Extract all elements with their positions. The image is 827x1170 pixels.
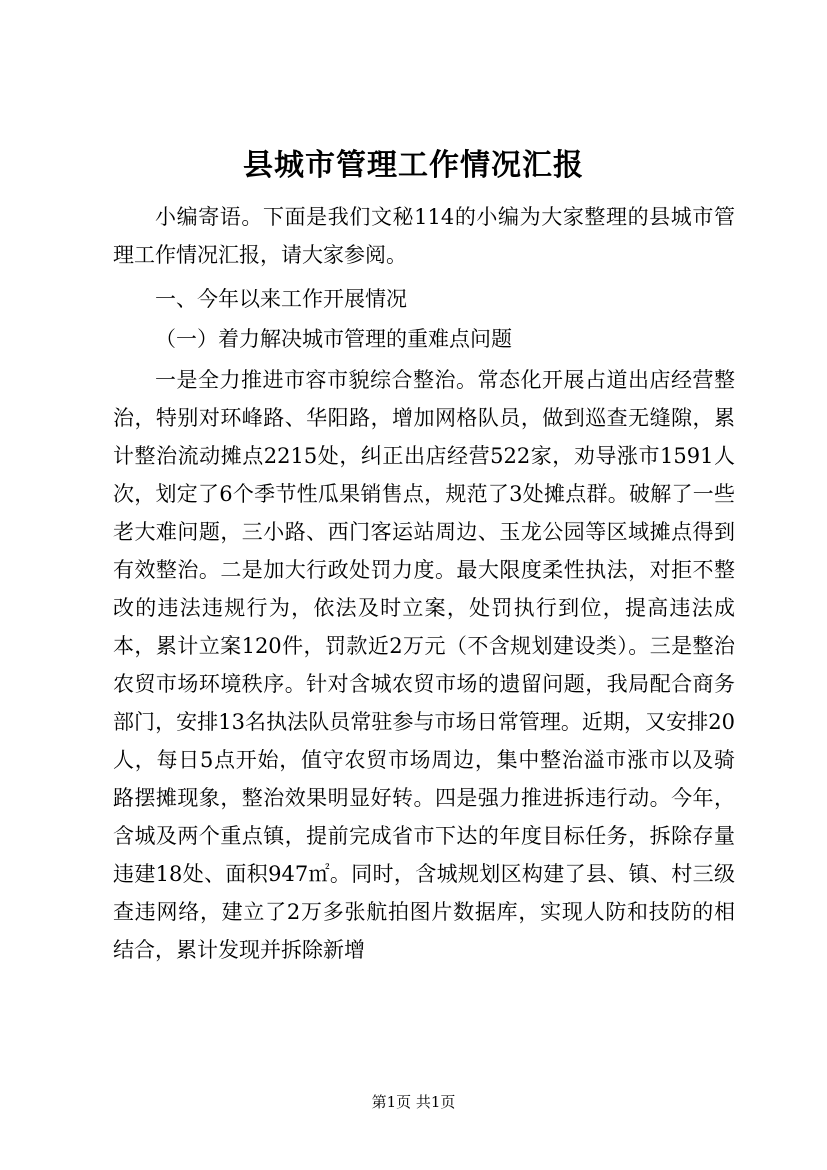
intro-paragraph: 小编寄语。下面是我们文秘114的小编为大家整理的县城市管理工作情况汇报，请大家参阅。 (113, 205, 735, 267)
section-heading: 一、今年以来工作开展情况 (155, 287, 407, 311)
subsection-heading: （一）着力解决城市管理的重难点问题 (155, 327, 512, 351)
document-title: 县城市管理工作情况汇报 (243, 148, 584, 183)
main-paragraph: 一是全力推进市容市貌综合整治。常态化开展占道出店经营整治，特别对环峰路、华阳路，增加网格队员，做到巡查无缝隙，累计整治流动摊点2215处，纠正出店经营522家，劝导涨市1591人次，划定了6个季节性瓜果销售点，规范了3处摊点群。破解了一些老大难问题，三小路、西门客运站周边、玉龙公园等区域摊点得到有效整治。二是加大行政处罚力度。最大限度柔性执法，对拒不整改的违法违规行为，依法及时立案，处罚执行到位，提高违法成本，累计立案120件，罚款近2万元（不含规划建设类）。三是整治农贸市场环境秩序。针对含城农贸市场的遗留问题，我局配合商务部门，安排13名执法队员常驻参与市场日常管理。近期，又安排20人，每日5点开始，值守农贸市场周边，集中整治溢市涨市以及骑路摆摊现象，整治效果明显好转。四是强力推进拆违行动。今年，含城及两个重点镇，提前完成省市下达的年度目标任务，拆除存量违建18处、面积947㎡。同时，含城规划区构建了县、镇、村三级查违网络，建立了2万多张航拍图片数据库，实现人防和技防的相结合，累计发现并拆除新增 (113, 368, 735, 962)
page-footer: 第1页 共1页 (371, 1093, 456, 1111)
